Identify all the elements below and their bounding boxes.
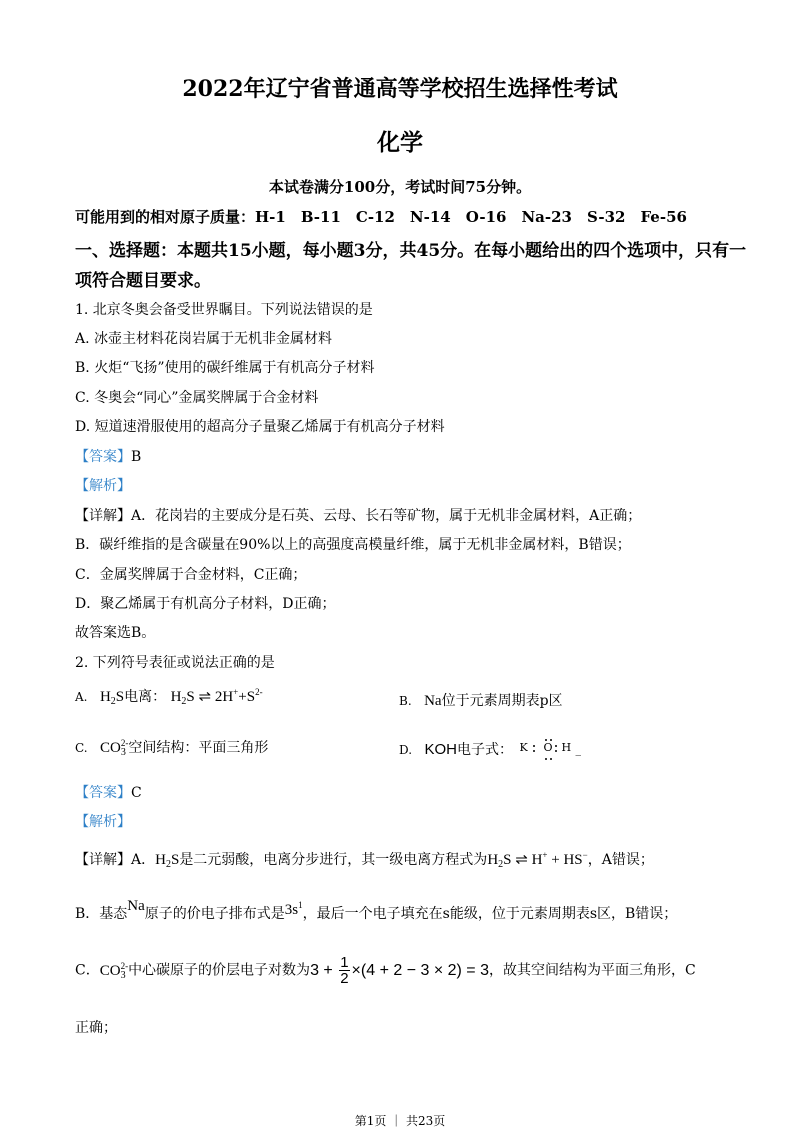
- formula-na: Na: [424, 693, 442, 709]
- koh-lewis-structure-icon: K O H _: [517, 737, 579, 763]
- q2-option-d: D. KOH电子式： K O H _: [399, 737, 579, 763]
- formula-co3: $CO_3^{2-}$: [100, 738, 129, 758]
- formula-h2s: $H_2S$: [99, 689, 125, 707]
- q1-conclusion: 故答案选B。: [75, 625, 156, 641]
- section-heading-line1: 一、选择题：本题共15小题，每小题3分，共45分。在每小题给出的四个选项中，只有一: [75, 241, 747, 261]
- formula-co3: $CO_3^{2-}$: [99, 960, 129, 981]
- formula-koh: KOH: [424, 741, 457, 758]
- q2-option-a: A. $H_2S$电离： $H_2S$ ⇌ $2H^++S^{2-}$: [75, 687, 263, 707]
- q2-explanation-a: 【详解】A．$H_2S$是二元弱酸，电离分步进行，其一级电离方程式为$H_2S$ ⇌ H+ + HS−，A错误；: [75, 850, 654, 870]
- q1-option-d: D. 短道速滑服使用的超高分子量聚乙烯属于有机高分子材料: [75, 419, 445, 435]
- q1-answer: [75, 446, 141, 466]
- formula-na: Na: [127, 898, 145, 914]
- q1-analysis-tag: 【解析】: [75, 478, 131, 494]
- answer-value: C: [131, 785, 142, 801]
- answer-tag: 【答案】: [75, 785, 131, 801]
- q2-option-c: C. $CO_3^{2-}$空间结构：平面三角形: [75, 738, 269, 758]
- page-footer: 第1页 ｜ 共23页: [354, 1114, 446, 1128]
- q2-analysis-tag: 【解析】: [75, 814, 131, 830]
- q2-option-b: B. Na位于元素周期表p区: [399, 693, 563, 709]
- atomic-masses: 可能用到的相对原子质量：H-1 B-11 C-12 N-14 O-16 Na-23 S-32 Fe-56: [75, 208, 687, 226]
- detail-tag: 【详解】: [75, 508, 131, 524]
- equation-h2s-ionization: $H_2S$ ⇌ $2H^++S^{2-}$: [170, 687, 263, 707]
- subject-title: 化学: [377, 129, 423, 156]
- explanation-text: A．花岗岩的主要成分是石英、云母、长石等矿物，属于无机非金属材料，A正确；: [131, 508, 642, 524]
- q2-stem: 2. 下列符号表征或说法正确的是: [75, 655, 275, 671]
- q2-answer: [75, 782, 142, 802]
- q1-option-c: C. 冬奥会“同心”金属奖牌属于合金材料: [75, 390, 319, 406]
- formula-electron-pair-count: 3 + $\frac{1}{2}$ ×(4 + 2 − 3 × 2) = 3: [310, 954, 489, 987]
- q1-stem: 1. 北京冬奥会备受世界瞩目。下列说法错误的是: [75, 302, 373, 318]
- formula-h2s: $H_2S$: [155, 852, 180, 870]
- q1-explanation-a: [75, 505, 641, 525]
- q1-option-a: A. 冰壶主材料花岗岩属于无机非金属材料: [75, 331, 333, 347]
- q2-explanation-c-cont: 正确；: [75, 1020, 117, 1036]
- q1-explanation-c: C．金属奖牌属于合金材料，C正确；: [75, 567, 307, 583]
- answer-value: B: [131, 449, 142, 465]
- answer-tag: 【答案】: [75, 449, 131, 465]
- electron-config-3s1: $3s^1$: [284, 900, 303, 918]
- page-title: 2022年辽宁省普通高等学校招生选择性考试: [182, 76, 618, 102]
- q1-explanation-d: D．聚乙烯属于有机高分子材料，D正确；: [75, 596, 336, 612]
- section-heading-line2: 项符合题目要求。: [75, 271, 211, 291]
- equation-first-ionization: $H_2S$ ⇌ H+ + HS−: [487, 850, 588, 870]
- q1-option-b: B. 火炬“飞扬”使用的碳纤维属于有机高分子材料: [75, 360, 375, 376]
- q2-explanation-c: C．$CO_3^{2-}$中心碳原子的价层电子对数为3 + $\frac{1}{2}$ ×(4 + 2 − 3 × 2) = 3，故其空间结构为平面三角形，C: [75, 954, 696, 987]
- exam-info: 本试卷满分100分，考试时间75分钟。: [268, 178, 532, 196]
- q1-explanation-b: B．碳纤维指的是含碳量在90%以上的高强度高模量纤维，属于无机非金属材料，B错误；: [75, 537, 631, 553]
- q2-explanation-b: B．基态Na原子的价电子排布式是$3s^1$，最后一个电子填充在s能级，位于元素周期表s区，B错误；: [75, 898, 678, 922]
